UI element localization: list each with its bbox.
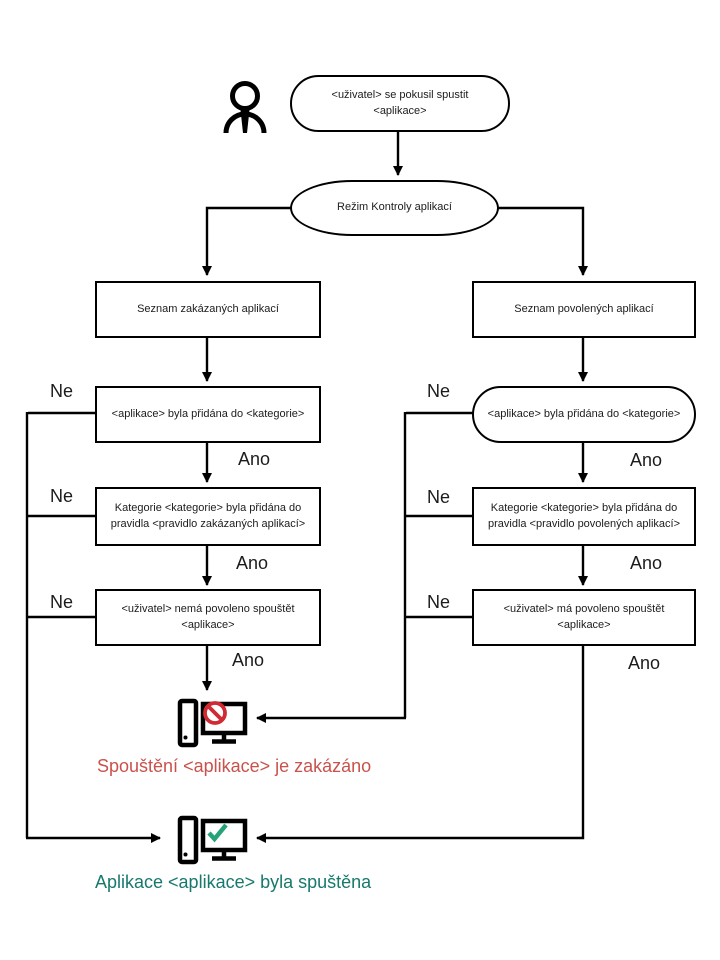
- yes-label-left-3: Ano: [232, 650, 265, 670]
- node-deny-app-in-category-label: <aplikace> byla přidána do <kategorie>: [111, 407, 305, 420]
- outcome-blocked-text: Spouštění <aplikace> je zakázáno: [97, 756, 372, 776]
- computer-prohibited-icon: [176, 696, 252, 750]
- node-deny-category-in-rule: [95, 487, 321, 546]
- node-allowlist: [472, 281, 696, 338]
- node-allow-category-in-rule: [472, 487, 696, 546]
- node-allow-category-in-rule-label: Kategorie <kategorie> byla přidána do pravidla <pravidlo povolených aplikací>: [487, 501, 680, 530]
- node-allow-user-allowed: [472, 589, 696, 646]
- node-deny-user-not-allowed: [95, 589, 321, 646]
- no-label-right-1: Ne: [427, 381, 451, 401]
- node-allow-user-allowed-label: <uživatel> má povoleno spouštět <aplikace>: [503, 602, 665, 631]
- node-user-attempt-label: <uživatel> se pokusil spustit <aplikace>: [331, 88, 469, 117]
- no-label-left-3: Ne: [50, 592, 74, 612]
- yes-label-right-2: Ano: [630, 553, 663, 573]
- node-allowlist-label: Seznam povolených aplikací: [514, 302, 654, 315]
- outcome-started-text: Aplikace <aplikace> byla spuštěna: [95, 872, 372, 892]
- yes-label-right-1: Ano: [630, 450, 663, 470]
- node-allow-app-in-category-label: <aplikace> byla přidána do <kategorie>: [487, 407, 681, 420]
- node-user-attempt: [290, 75, 510, 132]
- no-label-right-2: Ne: [427, 487, 451, 507]
- node-denylist-label: Seznam zakázaných aplikací: [137, 302, 279, 315]
- node-denylist: [95, 281, 321, 338]
- yes-label-left-1: Ano: [238, 449, 271, 469]
- no-label-left-2: Ne: [50, 486, 74, 506]
- node-allow-app-in-category: [472, 386, 696, 443]
- node-mode-label: Režim Kontroly aplikací: [337, 201, 452, 214]
- no-label-right-3: Ne: [427, 592, 451, 612]
- no-label-left-1: Ne: [50, 381, 74, 401]
- node-application-control-mode: [290, 180, 499, 236]
- person-icon: [222, 72, 270, 134]
- computer-check-icon: [176, 813, 252, 867]
- node-deny-user-not-allowed-label: <uživatel> nemá povoleno spouštět <aplikace>: [121, 602, 295, 631]
- node-deny-app-in-category: [95, 386, 321, 443]
- yes-label-left-2: Ano: [236, 553, 269, 573]
- yes-label-right-3: Ano: [628, 653, 661, 673]
- node-deny-category-in-rule-label: Kategorie <kategorie> byla přidána do pravidla <pravidlo zakázaných aplikací>: [110, 501, 306, 530]
